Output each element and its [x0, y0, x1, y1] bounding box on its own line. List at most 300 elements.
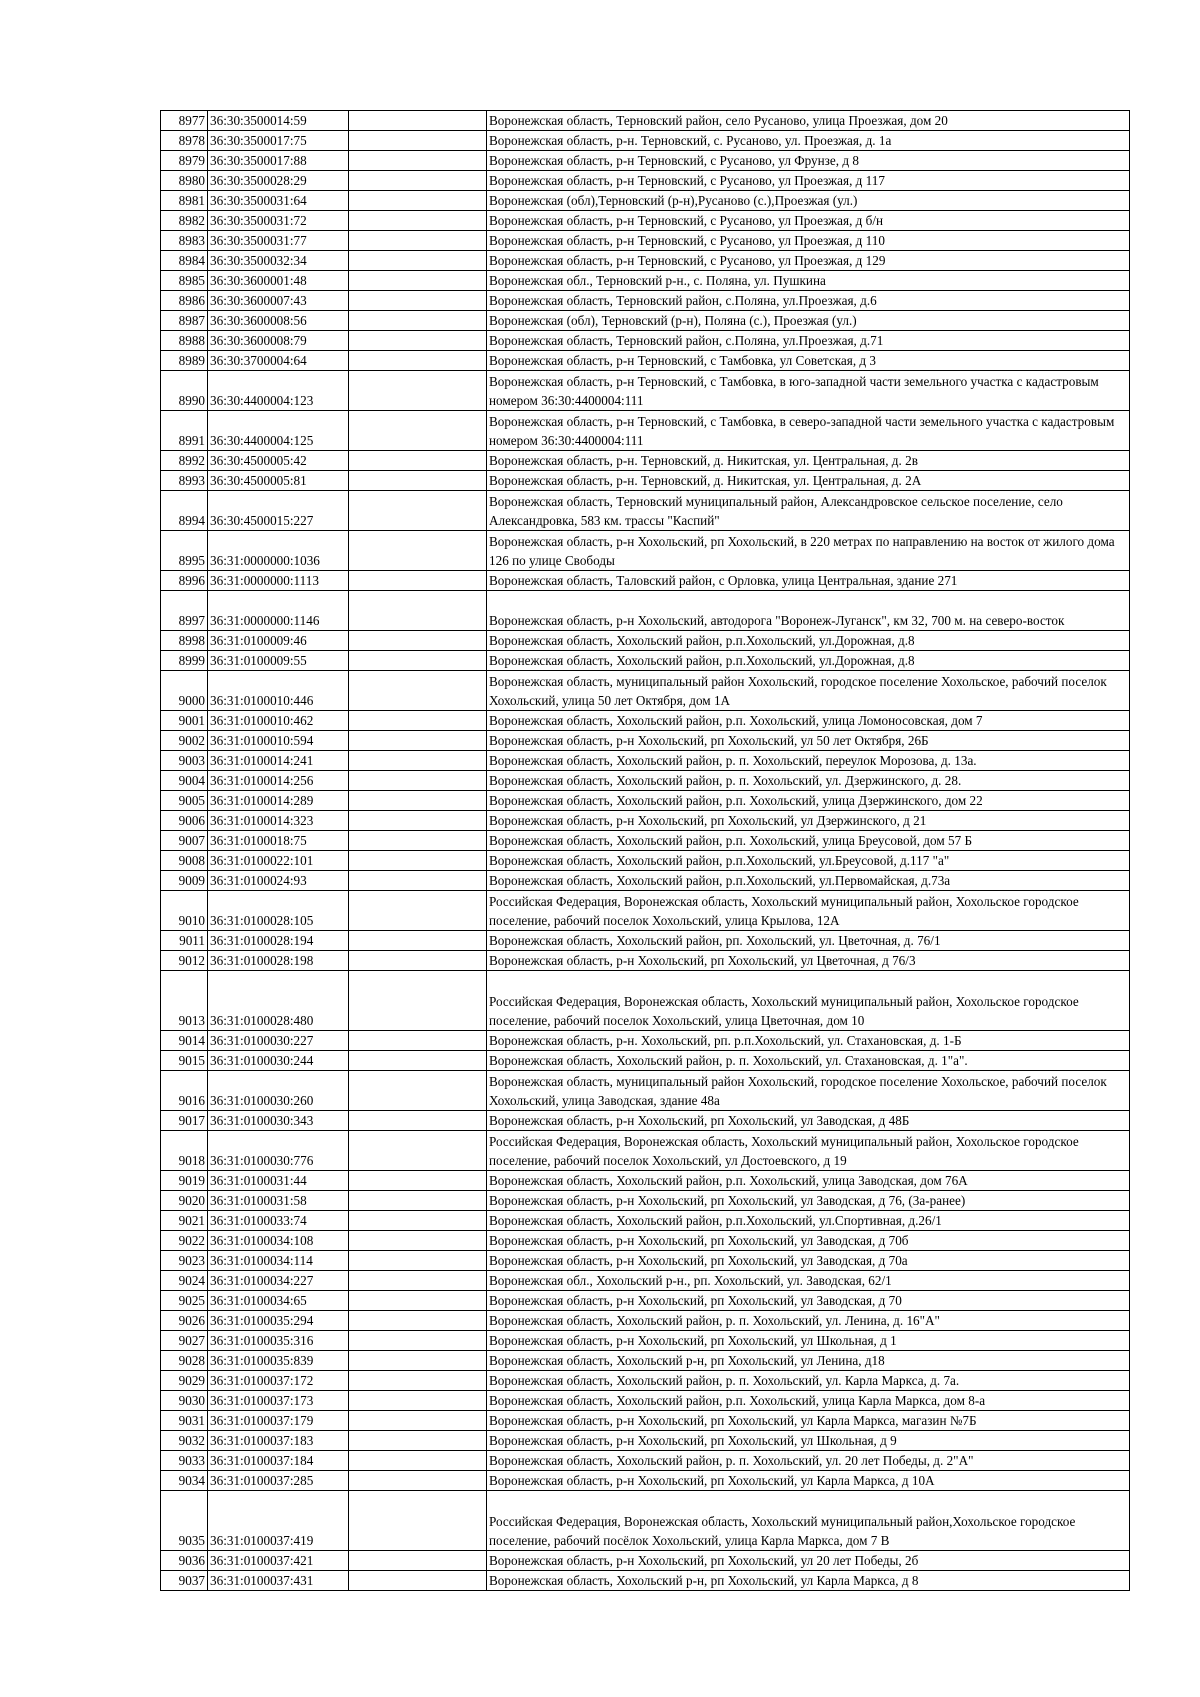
empty-cell	[349, 831, 487, 851]
address-cell: Воронежская область, р-н Хохольский, рп Хохольский, ул Дзержинского, д 21	[487, 811, 1130, 831]
address-cell: Воронежская область, р-н Хохольский, рп Хохольский, ул Заводская, д 76, (3а-ранее)	[487, 1191, 1130, 1211]
address-cell: Воронежская область, р-н Хохольский, рп Хохольский, ул Школьная, д 9	[487, 1431, 1130, 1451]
row-number-cell: 9013	[161, 971, 208, 1031]
table-row	[161, 1131, 1130, 1171]
address-cell: Воронежская область, Хохольский район, р.п.Хохольский, ул.Бреусовой, д.117 "а"	[487, 851, 1130, 871]
cadastral-number-cell: 36:30:3500031:77	[208, 231, 349, 251]
row-number-cell: 9000	[161, 671, 208, 711]
cadastral-number-cell: 36:30:3500017:75	[208, 131, 349, 151]
cadastral-number-cell: 36:31:0100034:227	[208, 1271, 349, 1291]
table-row	[161, 491, 1130, 531]
empty-cell	[349, 1431, 487, 1451]
table-row	[161, 1291, 1130, 1311]
row-number-cell: 9020	[161, 1191, 208, 1211]
cadastral-number-cell: 36:31:0100030:343	[208, 1111, 349, 1131]
empty-cell	[349, 1391, 487, 1411]
cadastral-number-cell: 36:31:0100028:198	[208, 951, 349, 971]
table-row	[161, 191, 1130, 211]
address-cell: Воронежская область, Хохольский район, р. п. Хохольский, ул. Стахановская, д. 1"а".	[487, 1051, 1130, 1071]
cadastral-number-cell: 36:31:0100037:431	[208, 1571, 349, 1591]
empty-cell	[349, 571, 487, 591]
table-row	[161, 1471, 1130, 1491]
table-row	[161, 111, 1130, 131]
table-row	[161, 371, 1130, 411]
empty-cell	[349, 311, 487, 331]
cadastral-number-cell: 36:30:3600001:48	[208, 271, 349, 291]
table-row	[161, 1451, 1130, 1471]
cadastral-number-cell: 36:31:0100037:421	[208, 1551, 349, 1571]
row-number-cell: 8989	[161, 351, 208, 371]
table-row	[161, 591, 1130, 631]
cadastral-number-cell: 36:30:3700004:64	[208, 351, 349, 371]
cadastral-number-cell: 36:30:3500014:59	[208, 111, 349, 131]
address-cell: Воронежская область, р-н Терновский, с Русаново, ул Фрунзе, д 8	[487, 151, 1130, 171]
address-cell: Воронежская область, р-н. Хохольский, рп. р.п.Хохольский, ул. Стахановская, д. 1-Б	[487, 1031, 1130, 1051]
address-cell: Воронежская область, Хохольский район, р.п.Хохольский, ул.Дорожная, д.8	[487, 631, 1130, 651]
table-row	[161, 1051, 1130, 1071]
address-cell: Воронежская область, р-н Хохольский, рп Хохольский, в 220 метрах по направлению на восток от жилого дома 126 по улице Свободы	[487, 531, 1130, 571]
empty-cell	[349, 771, 487, 791]
row-number-cell: 8984	[161, 251, 208, 271]
table-row	[161, 771, 1130, 791]
address-cell: Воронежская область, Терновский район, село Русаново, улица Проезжая, дом 20	[487, 111, 1130, 131]
row-number-cell: 9018	[161, 1131, 208, 1171]
table-row	[161, 791, 1130, 811]
table-row	[161, 1171, 1130, 1191]
address-cell: Воронежская область, Хохольский район, р.п. Хохольский, улица Бреусовой, дом 57 Б	[487, 831, 1130, 851]
address-cell: Воронежская область, Хохольский район, р. п. Хохольский, ул. 20 лет Победы, д. 2"А"	[487, 1451, 1130, 1471]
address-cell: Воронежская область, Хохольский р-н, рп Хохольский, ул Карла Маркса, д 8	[487, 1571, 1130, 1591]
table-row	[161, 271, 1130, 291]
empty-cell	[349, 871, 487, 891]
table-row	[161, 1191, 1130, 1211]
cadastral-number-cell: 36:31:0100031:58	[208, 1191, 349, 1211]
empty-cell	[349, 1371, 487, 1391]
row-number-cell: 8988	[161, 331, 208, 351]
row-number-cell: 8992	[161, 451, 208, 471]
row-number-cell: 8977	[161, 111, 208, 131]
cadastral-number-cell: 36:31:0100034:108	[208, 1231, 349, 1251]
table-row	[161, 311, 1130, 331]
row-number-cell: 9034	[161, 1471, 208, 1491]
cadastral-number-cell: 36:31:0100014:323	[208, 811, 349, 831]
empty-cell	[349, 451, 487, 471]
table-row	[161, 331, 1130, 351]
table-row	[161, 251, 1130, 271]
cadastral-number-cell: 36:30:3500031:64	[208, 191, 349, 211]
cadastral-number-cell: 36:31:0100010:462	[208, 711, 349, 731]
empty-cell	[349, 291, 487, 311]
table-row	[161, 831, 1130, 851]
row-number-cell: 9011	[161, 931, 208, 951]
address-cell: Российская Федерация, Воронежская область, Хохольский муниципальный район, Хохольское городское поселение, рабочий поселок Хохольский, улица Цветочная, дом 10	[487, 971, 1130, 1031]
row-number-cell: 9031	[161, 1411, 208, 1431]
table-row	[161, 291, 1130, 311]
empty-cell	[349, 931, 487, 951]
row-number-cell: 8994	[161, 491, 208, 531]
cadastral-number-cell: 36:30:3600008:79	[208, 331, 349, 351]
cadastral-number-cell: 36:31:0000000:1113	[208, 571, 349, 591]
row-number-cell: 9021	[161, 1211, 208, 1231]
empty-cell	[349, 591, 487, 631]
cadastral-number-cell: 36:31:0100037:179	[208, 1411, 349, 1431]
cadastral-number-cell: 36:30:4500015:227	[208, 491, 349, 531]
row-number-cell: 8987	[161, 311, 208, 331]
address-cell: Воронежская область, р-н. Терновский, д. Никитская, ул. Центральная, д. 2А	[487, 471, 1130, 491]
table-row	[161, 871, 1130, 891]
registry-table	[160, 110, 1130, 1591]
cadastral-number-cell: 36:31:0100010:594	[208, 731, 349, 751]
cadastral-number-cell: 36:30:3500028:29	[208, 171, 349, 191]
registry-table-body	[161, 111, 1130, 1591]
row-number-cell: 8979	[161, 151, 208, 171]
empty-cell	[349, 231, 487, 251]
table-row	[161, 1371, 1130, 1391]
table-row	[161, 891, 1130, 931]
row-number-cell: 9022	[161, 1231, 208, 1251]
empty-cell	[349, 1331, 487, 1351]
cadastral-number-cell: 36:31:0100014:256	[208, 771, 349, 791]
empty-cell	[349, 111, 487, 131]
table-row	[161, 671, 1130, 711]
row-number-cell: 9017	[161, 1111, 208, 1131]
table-row	[161, 231, 1130, 251]
table-row	[161, 171, 1130, 191]
row-number-cell: 9028	[161, 1351, 208, 1371]
address-cell: Воронежская область, р-н Хохольский, рп Хохольский, ул 20 лет Победы, 2б	[487, 1551, 1130, 1571]
cadastral-number-cell: 36:31:0100037:173	[208, 1391, 349, 1411]
address-cell: Воронежская область, р-н. Терновский, д. Никитская, ул. Центральная, д. 2в	[487, 451, 1130, 471]
address-cell: Воронежская область, Терновский район, с.Поляна, ул.Проезжая, д.6	[487, 291, 1130, 311]
row-number-cell: 8996	[161, 571, 208, 591]
row-number-cell: 9019	[161, 1171, 208, 1191]
address-cell: Воронежская область, Таловский район, с Орловка, улица Центральная, здание 271	[487, 571, 1130, 591]
row-number-cell: 9008	[161, 851, 208, 871]
row-number-cell: 8978	[161, 131, 208, 151]
row-number-cell: 8995	[161, 531, 208, 571]
table-row	[161, 471, 1130, 491]
empty-cell	[349, 171, 487, 191]
empty-cell	[349, 1411, 487, 1431]
empty-cell	[349, 151, 487, 171]
table-row	[161, 1351, 1130, 1371]
empty-cell	[349, 1051, 487, 1071]
cadastral-number-cell: 36:31:0100035:316	[208, 1331, 349, 1351]
address-cell: Российская Федерация, Воронежская область, Хохольский муниципальный район, Хохольское городское поселение, рабочий поселок Хохольский, ул Достоевского, д 19	[487, 1131, 1130, 1171]
cadastral-number-cell: 36:30:4400004:125	[208, 411, 349, 451]
cadastral-number-cell: 36:31:0100037:172	[208, 1371, 349, 1391]
cadastral-number-cell: 36:31:0000000:1036	[208, 531, 349, 571]
empty-cell	[349, 811, 487, 831]
address-cell: Воронежская область, р-н Хохольский, рп Хохольский, ул Карла Маркса, магазин №7Б	[487, 1411, 1130, 1431]
row-number-cell: 9004	[161, 771, 208, 791]
empty-cell	[349, 131, 487, 151]
table-row	[161, 1551, 1130, 1571]
address-cell: Воронежская область, Хохольский район, р.п.Хохольский, ул.Дорожная, д.8	[487, 651, 1130, 671]
table-row	[161, 531, 1130, 571]
cadastral-number-cell: 36:31:0100014:241	[208, 751, 349, 771]
row-number-cell: 9029	[161, 1371, 208, 1391]
empty-cell	[349, 1271, 487, 1291]
row-number-cell: 9005	[161, 791, 208, 811]
address-cell: Воронежская область, р-н Хохольский, рп Хохольский, ул Заводская, д 70б	[487, 1231, 1130, 1251]
row-number-cell: 8982	[161, 211, 208, 231]
table-row	[161, 1031, 1130, 1051]
cadastral-number-cell: 36:31:0100035:294	[208, 1311, 349, 1331]
cadastral-number-cell: 36:31:0100030:227	[208, 1031, 349, 1051]
empty-cell	[349, 631, 487, 651]
table-row	[161, 131, 1130, 151]
cadastral-number-cell: 36:31:0000000:1146	[208, 591, 349, 631]
cadastral-number-cell: 36:30:3500017:88	[208, 151, 349, 171]
cadastral-number-cell: 36:30:3500031:72	[208, 211, 349, 231]
table-row	[161, 1071, 1130, 1111]
row-number-cell: 9001	[161, 711, 208, 731]
row-number-cell: 9032	[161, 1431, 208, 1451]
cadastral-number-cell: 36:30:4500005:42	[208, 451, 349, 471]
row-number-cell: 8990	[161, 371, 208, 411]
cadastral-number-cell: 36:31:0100009:46	[208, 631, 349, 651]
address-cell: Воронежская область, Хохольский район, рп. Хохольский, ул. Цветочная, д. 76/1	[487, 931, 1130, 951]
address-cell: Воронежская область, р-н Хохольский, рп Хохольский, ул Карла Маркса, д 10А	[487, 1471, 1130, 1491]
empty-cell	[349, 1351, 487, 1371]
row-number-cell: 9024	[161, 1271, 208, 1291]
address-cell: Воронежская область, р-н Хохольский, рп Хохольский, ул Школьная, д 1	[487, 1331, 1130, 1351]
table-row	[161, 971, 1130, 1031]
address-cell: Воронежская область, р-н Терновский, с Тамбовка, в юго-западной части земельного участка с кадастровым номером 36:30:4400004:111	[487, 371, 1130, 411]
cadastral-number-cell: 36:30:3600007:43	[208, 291, 349, 311]
empty-cell	[349, 1491, 487, 1551]
table-row	[161, 1411, 1130, 1431]
address-cell: Российская Федерация, Воронежская область, Хохольский муниципальный район,Хохольское городское поселение, рабочий посёлок Хохольский, улица Карла Маркса, дом 7 В	[487, 1491, 1130, 1551]
cadastral-number-cell: 36:31:0100034:114	[208, 1251, 349, 1271]
address-cell: Воронежская область, р-н Хохольский, рп Хохольский, ул Заводская, д 70	[487, 1291, 1130, 1311]
cadastral-number-cell: 36:31:0100010:446	[208, 671, 349, 711]
cadastral-number-cell: 36:31:0100009:55	[208, 651, 349, 671]
empty-cell	[349, 751, 487, 771]
cadastral-number-cell: 36:31:0100018:75	[208, 831, 349, 851]
table-row	[161, 411, 1130, 451]
empty-cell	[349, 471, 487, 491]
address-cell: Воронежская обл., Хохольский р-н., рп. Хохольский, ул. Заводская, 62/1	[487, 1271, 1130, 1291]
row-number-cell: 9002	[161, 731, 208, 751]
row-number-cell: 8999	[161, 651, 208, 671]
row-number-cell: 9010	[161, 891, 208, 931]
row-number-cell: 8997	[161, 591, 208, 631]
address-cell: Воронежская (обл),Терновский (р-н),Русаново (с.),Проезжая (ул.)	[487, 191, 1130, 211]
address-cell: Воронежская область, р-н Хохольский, рп Хохольский, ул Заводская, д 70а	[487, 1251, 1130, 1271]
table-row	[161, 1571, 1130, 1591]
address-cell: Воронежская область, р-н Хохольский, автодорога "Воронеж-Луганск", км 32, 700 м. на северо-восток	[487, 591, 1130, 631]
address-cell: Воронежская область, Хохольский район, р.п. Хохольский, улица Заводская, дом 76А	[487, 1171, 1130, 1191]
empty-cell	[349, 1311, 487, 1331]
table-row	[161, 731, 1130, 751]
row-number-cell: 8998	[161, 631, 208, 651]
empty-cell	[349, 1071, 487, 1111]
table-row	[161, 1331, 1130, 1351]
table-row	[161, 1311, 1130, 1331]
cadastral-number-cell: 36:31:0100030:260	[208, 1071, 349, 1111]
table-row	[161, 571, 1130, 591]
row-number-cell: 9035	[161, 1491, 208, 1551]
empty-cell	[349, 711, 487, 731]
table-row	[161, 931, 1130, 951]
cadastral-number-cell: 36:31:0100037:285	[208, 1471, 349, 1491]
empty-cell	[349, 491, 487, 531]
address-cell: Воронежская область, р-н Терновский, с Русаново, ул Проезжая, д 110	[487, 231, 1130, 251]
address-cell: Воронежская область, р-н Терновский, с Русаново, ул Проезжая, д б/н	[487, 211, 1130, 231]
address-cell: Воронежская область, р-н Терновский, с Русаново, ул Проезжая, д 129	[487, 251, 1130, 271]
empty-cell	[349, 1191, 487, 1211]
row-number-cell: 9025	[161, 1291, 208, 1311]
row-number-cell: 8985	[161, 271, 208, 291]
row-number-cell: 8983	[161, 231, 208, 251]
table-row	[161, 1211, 1130, 1231]
row-number-cell: 8981	[161, 191, 208, 211]
table-row	[161, 1251, 1130, 1271]
cadastral-number-cell: 36:31:0100037:184	[208, 1451, 349, 1471]
cadastral-number-cell: 36:31:0100035:839	[208, 1351, 349, 1371]
cadastral-number-cell: 36:30:4500005:81	[208, 471, 349, 491]
empty-cell	[349, 1211, 487, 1231]
empty-cell	[349, 411, 487, 451]
address-cell: Воронежская область, Хохольский р-н, рп Хохольский, ул Ленина, д18	[487, 1351, 1130, 1371]
address-cell: Воронежская область, Хохольский район, р.п. Хохольский, улица Ломоносовская, дом 7	[487, 711, 1130, 731]
row-number-cell: 9026	[161, 1311, 208, 1331]
row-number-cell: 8980	[161, 171, 208, 191]
address-cell: Воронежская область, Хохольский район, р.п.Хохольский, ул.Первомайская, д.73а	[487, 871, 1130, 891]
row-number-cell: 9030	[161, 1391, 208, 1411]
address-cell: Воронежская область, р-н Хохольский, рп Хохольский, ул Заводская, д 48Б	[487, 1111, 1130, 1131]
cadastral-number-cell: 36:30:3600008:56	[208, 311, 349, 331]
row-number-cell: 9036	[161, 1551, 208, 1571]
address-cell: Воронежская область, Хохольский район, р.п. Хохольский, улица Дзержинского, дом 22	[487, 791, 1130, 811]
table-row	[161, 1111, 1130, 1131]
cadastral-number-cell: 36:31:0100031:44	[208, 1171, 349, 1191]
cadastral-number-cell: 36:31:0100037:419	[208, 1491, 349, 1551]
empty-cell	[349, 351, 487, 371]
empty-cell	[349, 531, 487, 571]
address-cell: Воронежская область, Терновский район, с.Поляна, ул.Проезжая, д.71	[487, 331, 1130, 351]
table-row	[161, 1231, 1130, 1251]
empty-cell	[349, 791, 487, 811]
empty-cell	[349, 1551, 487, 1571]
address-cell: Воронежская обл., Терновский р-н., с. Поляна, ул. Пушкина	[487, 271, 1130, 291]
empty-cell	[349, 1571, 487, 1591]
cadastral-number-cell: 36:31:0100033:74	[208, 1211, 349, 1231]
table-row	[161, 1391, 1130, 1411]
empty-cell	[349, 371, 487, 411]
empty-cell	[349, 731, 487, 751]
table-row	[161, 851, 1130, 871]
cadastral-number-cell: 36:31:0100014:289	[208, 791, 349, 811]
row-number-cell: 9016	[161, 1071, 208, 1111]
empty-cell	[349, 851, 487, 871]
table-row	[161, 211, 1130, 231]
row-number-cell: 9023	[161, 1251, 208, 1271]
address-cell: Воронежская область, Хохольский район, р. п. Хохольский, ул. Карла Маркса, д. 7а.	[487, 1371, 1130, 1391]
address-cell: Воронежская область, муниципальный район Хохольский, городское поселение Хохольское, рабочий поселок Хохольский, улица 50 лет Октября, дом 1А	[487, 671, 1130, 711]
cadastral-number-cell: 36:30:4400004:123	[208, 371, 349, 411]
address-cell: Воронежская область, Хохольский район, р.п.Хохольский, ул.Спортивная, д.26/1	[487, 1211, 1130, 1231]
table-row	[161, 1491, 1130, 1551]
address-cell: Воронежская область, Хохольский район, р. п. Хохольский, ул. Дзержинского, д. 28.	[487, 771, 1130, 791]
row-number-cell: 9003	[161, 751, 208, 771]
empty-cell	[349, 1111, 487, 1131]
empty-cell	[349, 651, 487, 671]
row-number-cell: 9009	[161, 871, 208, 891]
cadastral-number-cell: 36:30:3500032:34	[208, 251, 349, 271]
address-cell: Воронежская область, Хохольский район, р.п. Хохольский, улица Карла Маркса, дом 8-а	[487, 1391, 1130, 1411]
empty-cell	[349, 891, 487, 931]
table-row	[161, 811, 1130, 831]
cadastral-number-cell: 36:31:0100028:480	[208, 971, 349, 1031]
table-row	[161, 651, 1130, 671]
empty-cell	[349, 191, 487, 211]
table-row	[161, 711, 1130, 731]
empty-cell	[349, 671, 487, 711]
row-number-cell: 8993	[161, 471, 208, 491]
cadastral-number-cell: 36:31:0100037:183	[208, 1431, 349, 1451]
address-cell: Воронежская (обл), Терновский (р-н), Поляна (с.), Проезжая (ул.)	[487, 311, 1130, 331]
empty-cell	[349, 1231, 487, 1251]
table-row	[161, 451, 1130, 471]
address-cell: Воронежская область, Хохольский район, р. п. Хохольский, ул. Ленина, д. 16"А"	[487, 1311, 1130, 1331]
row-number-cell: 9037	[161, 1571, 208, 1591]
row-number-cell: 9033	[161, 1451, 208, 1471]
cadastral-number-cell: 36:31:0100030:776	[208, 1131, 349, 1171]
address-cell: Воронежская область, р-н Хохольский, рп Хохольский, ул 50 лет Октября, 26Б	[487, 731, 1130, 751]
empty-cell	[349, 1471, 487, 1491]
row-number-cell: 9027	[161, 1331, 208, 1351]
cadastral-number-cell: 36:31:0100028:194	[208, 931, 349, 951]
cadastral-number-cell: 36:31:0100034:65	[208, 1291, 349, 1311]
row-number-cell: 9007	[161, 831, 208, 851]
empty-cell	[349, 251, 487, 271]
empty-cell	[349, 951, 487, 971]
empty-cell	[349, 1031, 487, 1051]
address-cell: Воронежская область, р-н Хохольский, рп Хохольский, ул Цветочная, д 76/3	[487, 951, 1130, 971]
empty-cell	[349, 1451, 487, 1471]
cadastral-number-cell: 36:31:0100030:244	[208, 1051, 349, 1071]
address-cell: Воронежская область, Терновский муниципальный район, Александровское сельское поселение, село Александровка, 583 км. трассы "Каспий"	[487, 491, 1130, 531]
address-cell: Воронежская область, р-н Терновский, с Русаново, ул Проезжая, д 117	[487, 171, 1130, 191]
empty-cell	[349, 331, 487, 351]
cadastral-number-cell: 36:31:0100022:101	[208, 851, 349, 871]
address-cell: Воронежская область, Хохольский район, р. п. Хохольский, переулок Морозова, д. 13а.	[487, 751, 1130, 771]
row-number-cell: 9012	[161, 951, 208, 971]
empty-cell	[349, 1291, 487, 1311]
address-cell: Воронежская область, муниципальный район Хохольский, городское поселение Хохольское, рабочий поселок Хохольский, улица Заводская, здание 48а	[487, 1071, 1130, 1111]
table-row	[161, 631, 1130, 651]
cadastral-number-cell: 36:31:0100024:93	[208, 871, 349, 891]
address-cell: Воронежская область, р-н Терновский, с Тамбовка, ул Советская, д 3	[487, 351, 1130, 371]
row-number-cell: 8991	[161, 411, 208, 451]
address-cell: Воронежская область, р-н Терновский, с Тамбовка, в северо-западной части земельного участка с кадастровым номером 36:30:4400004:111	[487, 411, 1130, 451]
table-row	[161, 1271, 1130, 1291]
table-row	[161, 151, 1130, 171]
empty-cell	[349, 1251, 487, 1271]
empty-cell	[349, 971, 487, 1031]
cadastral-number-cell: 36:31:0100028:105	[208, 891, 349, 931]
table-row	[161, 351, 1130, 371]
empty-cell	[349, 1131, 487, 1171]
empty-cell	[349, 271, 487, 291]
row-number-cell: 8986	[161, 291, 208, 311]
table-row	[161, 951, 1130, 971]
empty-cell	[349, 1171, 487, 1191]
address-cell: Воронежская область, р-н. Терновский, с. Русаново, ул. Проезжая, д. 1а	[487, 131, 1130, 151]
